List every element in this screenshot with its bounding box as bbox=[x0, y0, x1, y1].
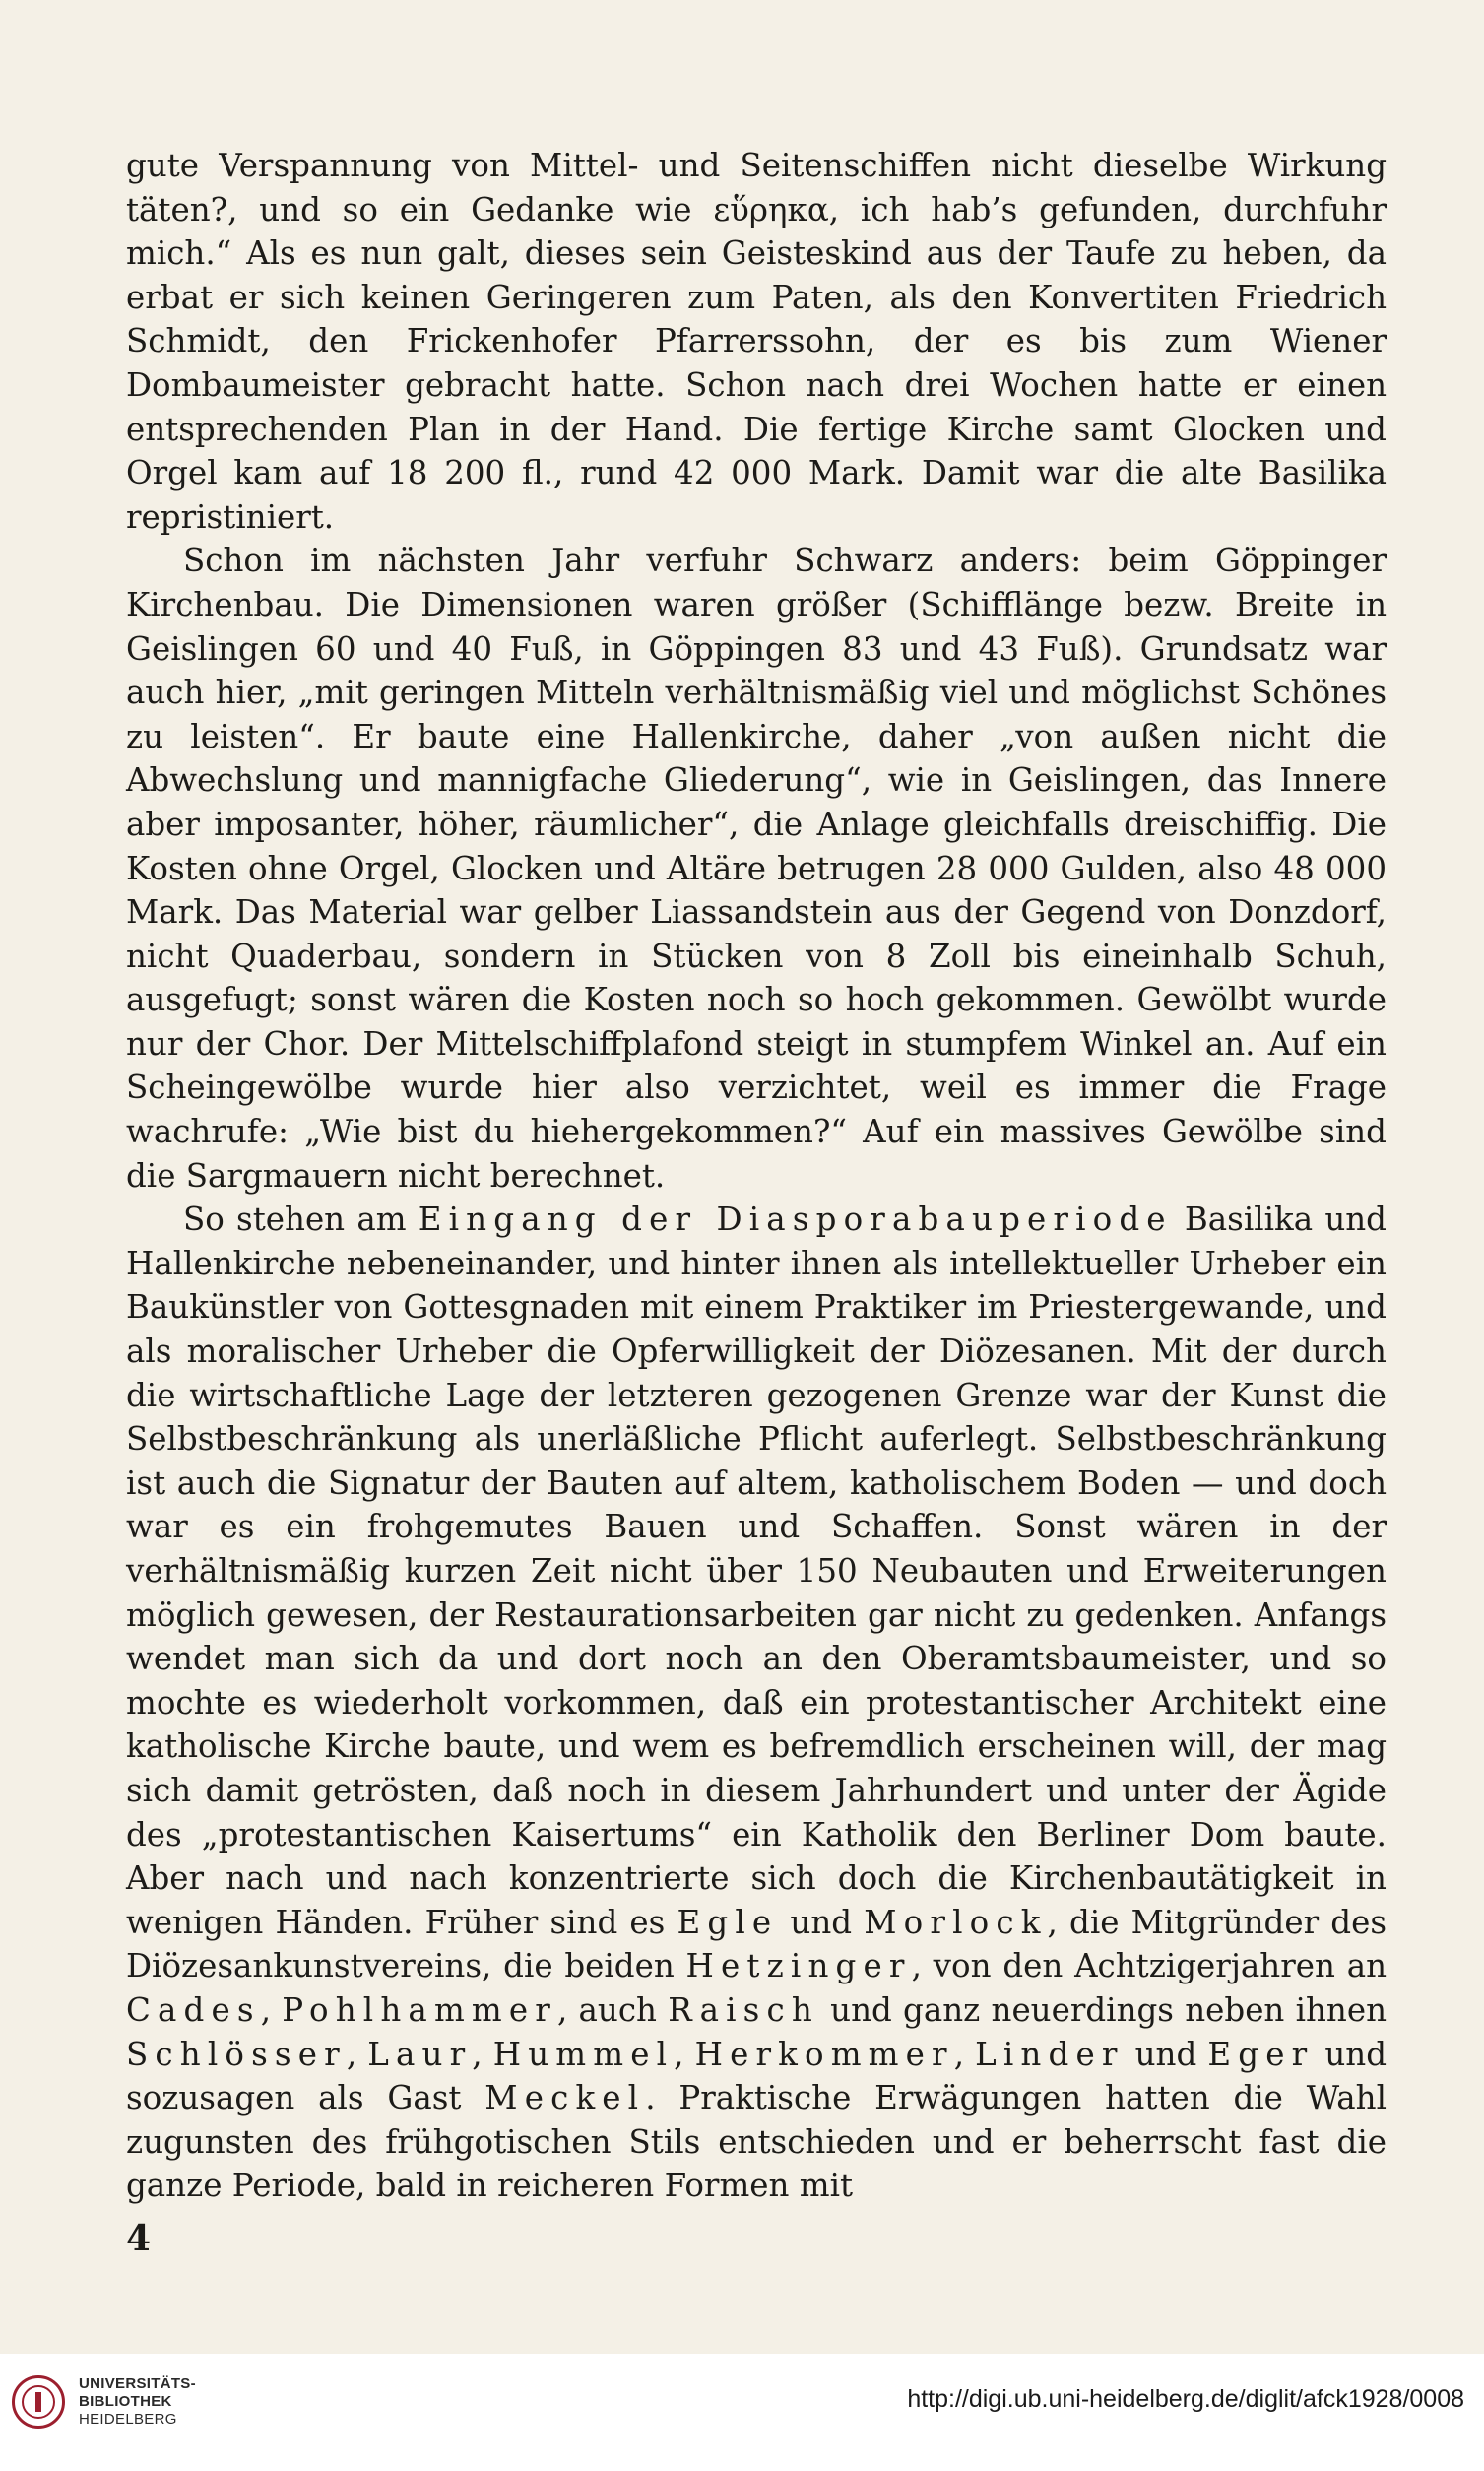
spaced-emphasis: Hetzinger bbox=[685, 1947, 912, 1985]
spaced-emphasis: Laur bbox=[367, 2035, 473, 2073]
text-run: , bbox=[346, 2035, 368, 2073]
spaced-emphasis: Morlock bbox=[864, 1903, 1048, 1941]
spaced-emphasis: Eger bbox=[1207, 2035, 1315, 2073]
spaced-emphasis: Pohlhammer bbox=[282, 1990, 557, 2029]
spaced-emphasis: Cades bbox=[126, 1990, 261, 2029]
text-run: Basilika und Hallenkirche nebeneinander, und hinter ihnen als intellektueller Urheber ein Baukünstler von Gottesgnaden mit einem Praktiker im Priestergewande, und als moralischer Urheber die Opferwilligkeit der Diözesanen. Mit der durch die wirtschaftliche Lage der letzteren gezogenen Grenze war der Kunst die Selbstbeschränkung als unerläßliche Pflicht auferlegt. Selbstbeschränkung ist auch die Signatur der Bauten auf altem, katholischem Boden — und doch war es ein frohgemutes Bauen und Schaffen. Sonst wären in der verhältnismäßig kurzen Zeit nicht über 150 Neubauten und Erweiterungen möglich gewesen, der Restaurationsarbeiten gar nicht zu gedenken. Anfangs wendet man sich da und dort noch an den Oberamtsbaumeister, und so mochte es wiederholt vorkommen, daß ein protestantischer Architekt eine katholische Kirche baute, und wem es befremdlich erscheinen will, der mag sich damit getrösten, daß noch in diesem Jahrhundert und unter der Ägide des „protestantischen Kaisertums“ ein Katholik den Berliner Dom baute. Aber nach und nach konzentrierte sich doch die Kirchenbautätigkeit in wenigen Händen. Früher sind es bbox=[126, 1201, 1387, 1941]
spaced-emphasis: Linder bbox=[975, 2035, 1125, 2073]
library-name-line-2: BIBLIOTHEK bbox=[79, 2393, 172, 2410]
paragraph bbox=[126, 539, 1387, 1198]
spaced-emphasis: Schlösser bbox=[126, 2035, 347, 2073]
text-run: und bbox=[1124, 2035, 1208, 2073]
text-run: und sozusagen als Gast bbox=[126, 2035, 1387, 2117]
paragraph bbox=[126, 1198, 1387, 2208]
spaced-emphasis: Raisch bbox=[668, 1990, 819, 2029]
library-name-line-3: HEIDELBERG bbox=[79, 2411, 177, 2428]
text-run: , auch bbox=[556, 1990, 669, 2029]
text-run: . Praktische Erwägungen hatten die Wahl zugunsten des frühgotischen Stils entschieden und er beherrscht fast die ganze Periode, bald in reicheren Formen mit bbox=[126, 2079, 1387, 2205]
permalink-url[interactable]: http://digi.ub.uni-heidelberg.de/diglit/afck1928/0008 bbox=[907, 2385, 1464, 2413]
text-run: So stehen am bbox=[183, 1201, 419, 1239]
text-run: und ganz neuerdings neben ihnen bbox=[818, 1990, 1387, 2029]
spaced-emphasis: Meckel bbox=[484, 2079, 646, 2117]
viewer-footer bbox=[0, 2354, 1484, 2471]
body-text bbox=[126, 144, 1387, 2208]
text-run: , bbox=[472, 2035, 493, 2073]
page-number: 4 bbox=[126, 2218, 152, 2259]
library-name-line-1: UNIVERSITÄTS- bbox=[79, 2375, 196, 2392]
text-run: , bbox=[953, 2035, 976, 2073]
text-run: , bbox=[260, 1990, 283, 2029]
spaced-emphasis: Hummel bbox=[492, 2035, 675, 2073]
text-run: gute Verspannung von Mittel- und Seitenschiffen nicht dieselbe Wirkung täten?, und so ein Gedanke wie εὕρηκα, ich hab’s gefunden, durchfuhr mich.“ Als es nun galt, dieses sein Geisteskind aus der Taufe zu heben, da erbat er sich keinen Geringeren zum Paten, als den Konvertiten Friedrich Schmidt, den Frickenhofer Pfarrerssohn, der es bis zum Wiener Dombaumeister gebracht hatte. Schon nach drei Wochen hatte er einen entsprechenden Plan in der Hand. Die fertige Kirche samt Glocken und Orgel kam auf 18 200 fl., rund 42 000 Mark. Damit war die alte Basilika repristiniert. bbox=[126, 147, 1387, 536]
text-run: , bbox=[674, 2035, 695, 2073]
paragraph bbox=[126, 144, 1387, 539]
text-run: Schon im nächsten Jahr verfuhr Schwarz anders: beim Göppinger Kirchenbau. Die Dimensionen waren größer (Schifflänge bezw. Breite in Geislingen 60 und 40 Fuß, in Göppingen 83 und 43 Fuß). Grundsatz war auch hier, „mit geringen Mitteln verhältnismäßig viel und möglichst Schönes zu leisten“. Er baute eine Hallenkirche, daher „von außen nicht die Abwechslung und mannigfache Gliederung“, wie in Geislingen, das Innere aber imposanter, höher, räumlicher“, die Anlage gleichfalls dreischiffig. Die Kosten ohne Orgel, Glocken und Altäre betrugen 28 000 Gulden, also 48 000 Mark. Das Material war gelber Liassandstein aus der Gegend von Donzdorf, nicht Quaderbau, sondern in Stücken von 8 Zoll bis eineinhalb Schuh, ausgefugt; sonst wären die Kosten noch so hoch gekommen. Gewölbt wurde nur der Chor. Der Mittelschiffplafond steigt in stumpfem Winkel an. Auf ein Scheingewölbe wurde hier also verzichtet, weil es immer die Frage wachrufe: „Wie bist du hiehergekommen?“ Auf ein massives Gewölbe sind die Sargmauern nicht berechnet. bbox=[126, 542, 1387, 1195]
spaced-emphasis: Egle bbox=[677, 1903, 779, 1941]
spaced-emphasis: Herkommer bbox=[694, 2035, 954, 2073]
spaced-emphasis: Eingang der Diasporabauperiode bbox=[418, 1201, 1173, 1239]
text-run: , von den Achtzigerjahren an bbox=[911, 1947, 1387, 1985]
text-run: und bbox=[778, 1903, 865, 1941]
library-logo[interactable] bbox=[12, 2375, 196, 2429]
library-name bbox=[79, 2375, 196, 2429]
university-seal-icon bbox=[12, 2375, 65, 2429]
text-run: , die Mitgründer des Diözesankunstvereins, die beiden bbox=[126, 1903, 1387, 1985]
